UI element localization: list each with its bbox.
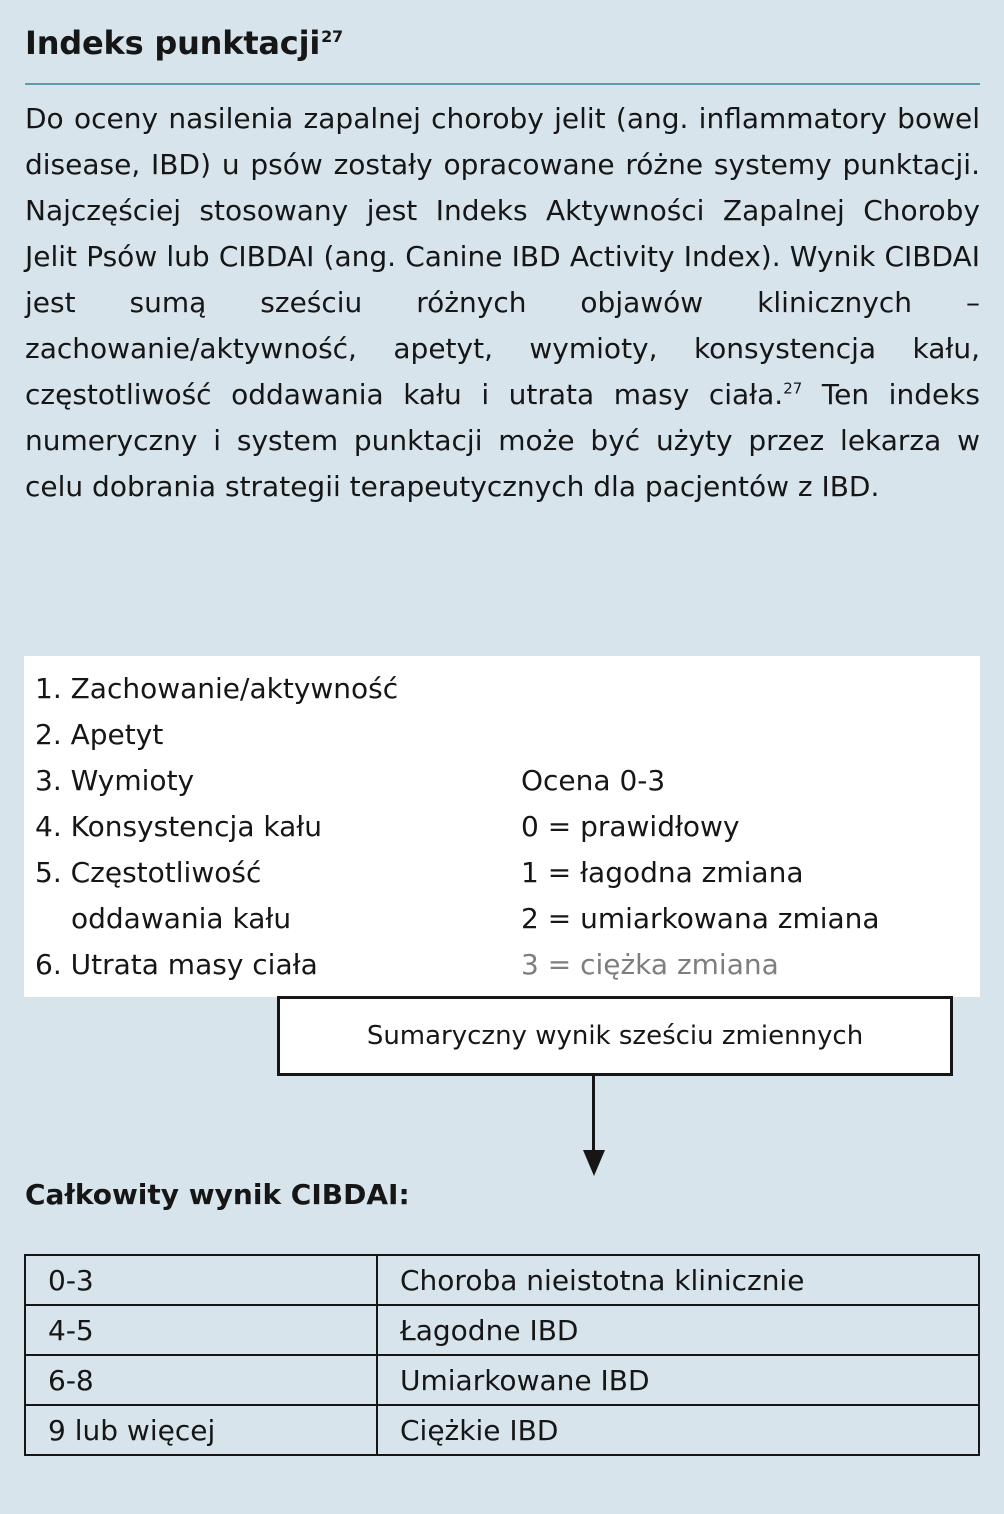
score-range: 0-3 xyxy=(25,1255,377,1305)
table-row xyxy=(25,1305,979,1355)
score-meaning: Ciężkie IBD xyxy=(377,1405,979,1455)
scale-item: 1 = łagodna zmiana xyxy=(521,856,804,889)
scale-item: 0 = prawidłowy xyxy=(521,810,740,843)
score-range: 6-8 xyxy=(25,1355,377,1405)
criteria-item-continuation: oddawania kału xyxy=(71,902,292,935)
rating-scale xyxy=(521,758,880,988)
intro-paragraph xyxy=(25,96,980,510)
scale-item: 2 = umiarkowana zmiana xyxy=(521,902,880,935)
score-range: 4-5 xyxy=(25,1305,377,1355)
score-meaning: Choroba nieistotna klinicznie xyxy=(377,1255,979,1305)
summary-text: Sumaryczny wynik sześciu zmiennych xyxy=(366,1021,864,1051)
intro-text-1: Do oceny nasilenia zapalnej choroby jelit (ang. inflammatory bowel disease, IBD) u psów zostały opracowane różne systemy punktacji. Najczęściej stosowany jest Indeks Aktywności Zapalnej Choroby Jelit Psów lub CIBDAI (ang. Canine IBD Activity Index). Wynik CIBDAI jest sumą sześciu różnych objawów klinicznych – zachowanie/aktywność, apetyt, wymioty, konsystencja kału, częstotliwość oddawania kału i utrata masy ciała. xyxy=(25,102,980,411)
table-row xyxy=(25,1355,979,1405)
intro-reference: 27 xyxy=(783,379,803,398)
criteria-item: 3. Wymioty xyxy=(35,764,195,797)
criteria-list xyxy=(35,666,398,988)
criteria-panel xyxy=(24,656,980,997)
page-title xyxy=(25,24,343,62)
score-range: 9 lub więcej xyxy=(25,1405,377,1455)
criteria-item: 4. Konsystencja kału xyxy=(35,810,322,843)
summary-box xyxy=(277,996,953,1076)
flow-arrow-line xyxy=(592,1073,595,1153)
criteria-item: 1. Zachowanie/aktywność xyxy=(35,672,399,705)
title-text: Indeks punktacji xyxy=(25,24,321,62)
score-meaning: Łagodne IBD xyxy=(377,1305,979,1355)
criteria-item: 5. Częstotliwość xyxy=(35,856,262,889)
results-table xyxy=(24,1254,980,1456)
title-divider xyxy=(25,83,980,85)
criteria-item: 2. Apetyt xyxy=(35,718,164,751)
title-reference: 27 xyxy=(321,27,343,47)
scale-item: 3 = ciężka zmiana xyxy=(521,948,779,981)
criteria-item: 6. Utrata masy ciała xyxy=(35,948,318,981)
table-row xyxy=(25,1255,979,1305)
scale-heading: Ocena 0-3 xyxy=(521,764,666,797)
arrow-down-icon xyxy=(583,1150,605,1176)
intro-text-2: Ten indeks numeryczny i system punktacji może być użyty przez lekarza w celu dobrania strategii terapeutycznych dla pacjentów z IBD. xyxy=(25,378,980,503)
total-score-label: Całkowity wynik CIBDAI: xyxy=(25,1178,410,1211)
score-meaning: Umiarkowane IBD xyxy=(377,1355,979,1405)
table-row xyxy=(25,1405,979,1455)
